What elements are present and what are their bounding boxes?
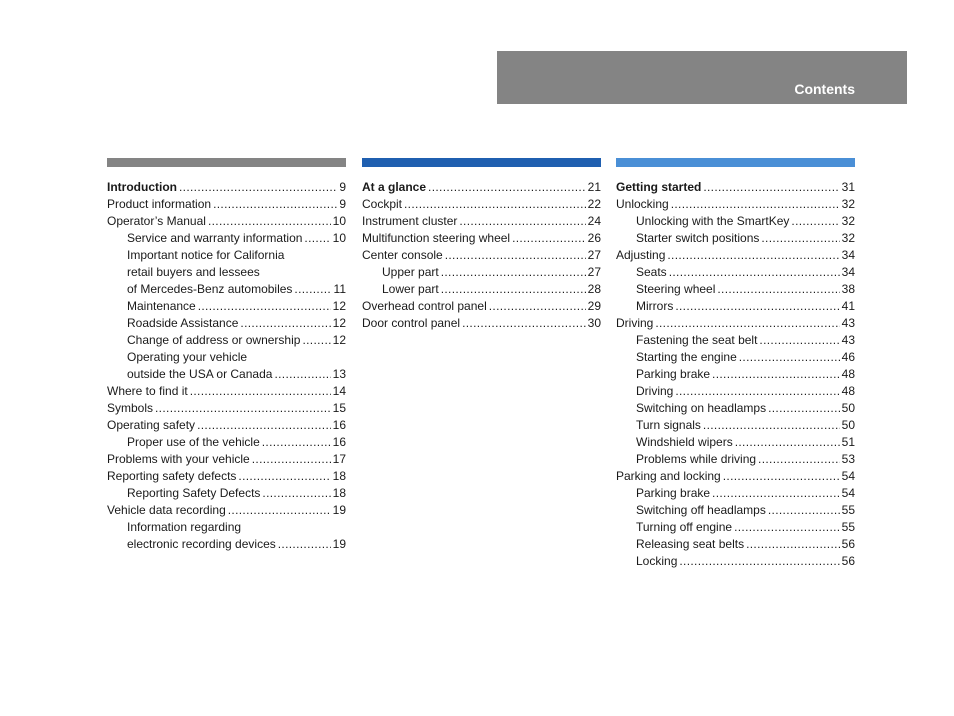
toc-page-number: 24 xyxy=(587,214,601,228)
dot-leader xyxy=(759,332,839,349)
toc-entry-title: Locking xyxy=(636,554,678,568)
dot-leader xyxy=(758,451,840,468)
toc-entry[interactable] xyxy=(107,196,346,213)
dot-leader xyxy=(489,298,586,315)
dot-leader xyxy=(197,417,331,434)
toc-page-number: 54 xyxy=(841,469,855,483)
toc-entry[interactable] xyxy=(107,400,346,417)
toc-entry-title: Roadside Assistance xyxy=(127,316,239,330)
dot-leader xyxy=(445,247,586,264)
dot-leader xyxy=(791,213,839,230)
toc-entry-title: At a glance xyxy=(362,180,427,194)
toc-entry[interactable] xyxy=(616,179,855,196)
dot-leader xyxy=(703,179,839,196)
dot-leader xyxy=(512,230,586,247)
toc-subentry[interactable] xyxy=(107,519,346,536)
toc-entry-title: Service and warranty information xyxy=(127,231,303,245)
toc-subentry[interactable] xyxy=(616,417,855,434)
toc-subentry[interactable] xyxy=(362,281,601,298)
dot-leader xyxy=(761,230,839,247)
toc-entry-title: of Mercedes-Benz automobiles xyxy=(127,282,293,296)
toc-subentry[interactable] xyxy=(107,366,346,383)
toc-page-number: 28 xyxy=(587,282,601,296)
toc-entry-title: retail buyers and lessees xyxy=(127,265,260,279)
toc-entry-title: Turn signals xyxy=(636,418,701,432)
toc-page-number: 46 xyxy=(841,350,855,364)
toc-entry[interactable] xyxy=(107,179,346,196)
toc-page-number: 41 xyxy=(841,299,855,313)
toc-subentry[interactable] xyxy=(616,434,855,451)
dot-leader xyxy=(404,196,586,213)
toc-entry-title: Problems while driving xyxy=(636,452,757,466)
dot-leader xyxy=(667,247,839,264)
toc-page-number: 53 xyxy=(841,452,855,466)
toc-subentry[interactable] xyxy=(107,230,346,247)
toc-entry-title: Overhead control panel xyxy=(362,299,487,313)
dot-leader xyxy=(441,264,586,281)
toc-entry-title: Symbols xyxy=(107,401,154,415)
toc-subentry[interactable] xyxy=(107,536,346,553)
toc-entry-title: Switching on headlamps xyxy=(636,401,767,415)
toc-subentry[interactable] xyxy=(616,298,855,315)
toc-entry-title: Parking and locking xyxy=(616,469,721,483)
toc-page-number: 12 xyxy=(332,299,346,313)
toc-entry[interactable] xyxy=(616,196,855,213)
toc-entry-title: Reporting Safety Defects xyxy=(127,486,261,500)
toc-subentry[interactable] xyxy=(616,502,855,519)
toc-column-getting-started xyxy=(616,158,855,570)
toc-page-number: 50 xyxy=(841,418,855,432)
toc-subentry[interactable] xyxy=(107,281,346,298)
toc-page-number: 34 xyxy=(841,248,855,262)
toc-entry-title: Change of address or ownership xyxy=(127,333,301,347)
toc-entry[interactable] xyxy=(362,298,601,315)
dot-leader xyxy=(703,417,840,434)
toc-subentry[interactable] xyxy=(616,264,855,281)
toc-column-at-a-glance xyxy=(362,158,601,332)
toc-subentry[interactable] xyxy=(616,332,855,349)
toc-subentry[interactable] xyxy=(107,315,346,332)
dot-leader xyxy=(655,315,839,332)
toc-page-number: 32 xyxy=(841,214,855,228)
toc-entry-title: Releasing seat belts xyxy=(636,537,745,551)
dot-leader xyxy=(302,332,330,349)
toc-page-number: 19 xyxy=(332,503,346,517)
toc-entry-title: Seats xyxy=(636,265,667,279)
dot-leader xyxy=(735,434,840,451)
dot-leader xyxy=(669,264,840,281)
dot-leader xyxy=(252,451,331,468)
dot-leader xyxy=(179,179,337,196)
toc-entry[interactable] xyxy=(616,468,855,485)
toc-entry-title: Parking brake xyxy=(636,367,711,381)
dot-leader xyxy=(717,281,839,298)
toc-page-number: 56 xyxy=(841,554,855,568)
toc-entry-title: Door control panel xyxy=(362,316,461,330)
toc-entry[interactable] xyxy=(107,468,346,485)
toc-entry-title: Unlocking with the SmartKey xyxy=(636,214,790,228)
toc-page-number: 17 xyxy=(332,452,346,466)
toc-page-number: 19 xyxy=(332,537,346,551)
toc-entry-title: Turning off engine xyxy=(636,520,733,534)
dot-leader xyxy=(304,230,330,247)
toc-entry[interactable] xyxy=(362,315,601,332)
toc-entry-title: Parking brake xyxy=(636,486,711,500)
toc-subentry[interactable] xyxy=(107,485,346,502)
toc-entry-title: Product information xyxy=(107,197,212,211)
toc-subentry[interactable] xyxy=(107,264,346,281)
toc-subentry[interactable] xyxy=(616,349,855,366)
toc-entry-title: Unlocking xyxy=(616,197,669,211)
toc-page-number: 32 xyxy=(841,231,855,245)
toc-entry-title: Important notice for California xyxy=(127,248,285,262)
toc-page-number: 54 xyxy=(841,486,855,500)
dot-leader xyxy=(739,349,840,366)
toc-page-number: 50 xyxy=(841,401,855,415)
toc-page-number: 9 xyxy=(339,197,346,211)
toc-entry-title: Mirrors xyxy=(636,299,674,313)
toc-page-number: 21 xyxy=(587,180,601,194)
dot-leader xyxy=(712,366,840,383)
toc-page-number: 18 xyxy=(332,469,346,483)
toc-page-number: 9 xyxy=(339,180,346,194)
toc-entry-title: Introduction xyxy=(107,180,177,194)
dot-leader xyxy=(768,502,840,519)
toc-entry-title: Cockpit xyxy=(362,197,403,211)
toc-entry-title: Driving xyxy=(636,384,674,398)
toc-page-number: 56 xyxy=(841,537,855,551)
toc-entry-title: Windshield wipers xyxy=(636,435,733,449)
toc-subentry[interactable] xyxy=(616,451,855,468)
toc-entry-title: electronic recording devices xyxy=(127,537,276,551)
toc-entry[interactable] xyxy=(362,230,601,247)
toc-page-number: 48 xyxy=(841,384,855,398)
dot-leader xyxy=(155,400,331,417)
toc-page-number: 12 xyxy=(332,316,346,330)
toc-entry-title: Driving xyxy=(616,316,654,330)
dot-leader xyxy=(228,502,331,519)
toc-subentry[interactable] xyxy=(107,247,346,264)
toc-entry-title: Adjusting xyxy=(616,248,666,262)
dot-leader xyxy=(240,315,330,332)
toc-page-number: 14 xyxy=(332,384,346,398)
section-color-bar xyxy=(107,158,346,167)
toc-entry[interactable] xyxy=(107,451,346,468)
toc-list xyxy=(616,179,855,570)
section-color-bar xyxy=(616,158,855,167)
page-title: Contents xyxy=(794,81,855,97)
dot-leader xyxy=(274,366,330,383)
toc-entry[interactable] xyxy=(362,179,601,196)
toc-list xyxy=(107,179,346,553)
toc-entry-title: Problems with your vehicle xyxy=(107,452,250,466)
toc-entry-title: outside the USA or Canada xyxy=(127,367,273,381)
toc-subentry[interactable] xyxy=(362,264,601,281)
toc-page-number: 12 xyxy=(332,333,346,347)
toc-entry-title: Center console xyxy=(362,248,443,262)
toc-subentry[interactable] xyxy=(616,281,855,298)
dot-leader xyxy=(262,485,330,502)
toc-page-number: 32 xyxy=(841,197,855,211)
dot-leader xyxy=(441,281,586,298)
toc-page-number: 43 xyxy=(841,333,855,347)
toc-page-number: 10 xyxy=(332,214,346,228)
toc-page-number: 13 xyxy=(332,367,346,381)
toc-entry[interactable] xyxy=(362,247,601,264)
toc-page-number: 51 xyxy=(841,435,855,449)
toc-entry[interactable] xyxy=(107,502,346,519)
toc-entry[interactable] xyxy=(107,417,346,434)
toc-entry-title: Vehicle data recording xyxy=(107,503,226,517)
dot-leader xyxy=(712,485,840,502)
dot-leader xyxy=(278,536,331,553)
toc-page-number: 30 xyxy=(587,316,601,330)
dot-leader xyxy=(262,434,331,451)
toc-entry-title: Switching off headlamps xyxy=(636,503,766,517)
toc-page-number: 22 xyxy=(587,197,601,211)
toc-subentry[interactable] xyxy=(107,434,346,451)
toc-column-introduction xyxy=(107,158,346,553)
dot-leader xyxy=(190,383,331,400)
toc-entry-title: Operating safety xyxy=(107,418,196,432)
dot-leader xyxy=(679,553,839,570)
toc-page-number: 11 xyxy=(333,282,346,296)
header-bar xyxy=(497,51,907,104)
toc-page-number: 10 xyxy=(332,231,346,245)
toc-page-number: 43 xyxy=(841,316,855,330)
dot-leader xyxy=(462,315,586,332)
toc-entry-title: Where to find it xyxy=(107,384,188,398)
dot-leader xyxy=(213,196,337,213)
toc-subentry[interactable] xyxy=(616,485,855,502)
dot-leader xyxy=(734,519,840,536)
toc-subentry[interactable] xyxy=(107,298,346,315)
toc-page-number: 16 xyxy=(332,418,346,432)
toc-subentry[interactable] xyxy=(616,383,855,400)
toc-list xyxy=(362,179,601,332)
toc-entry-title: Getting started xyxy=(616,180,702,194)
toc-page-number: 18 xyxy=(332,486,346,500)
dot-leader xyxy=(746,536,840,553)
toc-entry[interactable] xyxy=(362,213,601,230)
toc-entry-title: Instrument cluster xyxy=(362,214,458,228)
toc-entry-title: Lower part xyxy=(382,282,439,296)
toc-page-number: 27 xyxy=(587,265,601,279)
toc-entry-title: Maintenance xyxy=(127,299,196,313)
toc-entry-title: Operator’s Manual xyxy=(107,214,206,228)
dot-leader xyxy=(675,383,839,400)
dot-leader xyxy=(671,196,840,213)
toc-page-number: 15 xyxy=(332,401,346,415)
toc-entry-title: Starting the engine xyxy=(636,350,737,364)
toc-entry-title: Starter switch positions xyxy=(636,231,760,245)
toc-entry-title: Upper part xyxy=(382,265,439,279)
toc-page-number: 26 xyxy=(587,231,601,245)
toc-page-number: 27 xyxy=(587,248,601,262)
toc-subentry[interactable] xyxy=(616,400,855,417)
toc-subentry[interactable] xyxy=(616,553,855,570)
toc-subentry[interactable] xyxy=(616,230,855,247)
toc-entry-title: Fastening the seat belt xyxy=(636,333,758,347)
toc-entry[interactable] xyxy=(362,196,601,213)
toc-entry[interactable] xyxy=(616,315,855,332)
toc-page-number: 31 xyxy=(841,180,855,194)
toc-page-number: 48 xyxy=(841,367,855,381)
toc-page-number: 38 xyxy=(841,282,855,296)
toc-page-number: 16 xyxy=(332,435,346,449)
toc-subentry[interactable] xyxy=(107,349,346,366)
toc-entry-title: Information regarding xyxy=(127,520,242,534)
dot-leader xyxy=(238,468,330,485)
toc-entry-title: Proper use of the vehicle xyxy=(127,435,260,449)
toc-entry-title: Reporting safety defects xyxy=(107,469,237,483)
toc-subentry[interactable] xyxy=(107,332,346,349)
toc-subentry[interactable] xyxy=(616,519,855,536)
toc-entry[interactable] xyxy=(107,213,346,230)
toc-subentry[interactable] xyxy=(616,536,855,553)
dot-leader xyxy=(723,468,840,485)
toc-entry-title: Multifunction steering wheel xyxy=(362,231,511,245)
toc-entry[interactable] xyxy=(107,383,346,400)
dot-leader xyxy=(768,400,840,417)
toc-page-number: 29 xyxy=(587,299,601,313)
dot-leader xyxy=(428,179,586,196)
toc-entry-title: Operating your vehicle xyxy=(127,350,248,364)
dot-leader xyxy=(198,298,331,315)
dot-leader xyxy=(675,298,839,315)
toc-subentry[interactable] xyxy=(616,213,855,230)
toc-entry-title: Steering wheel xyxy=(636,282,716,296)
toc-page-number: 55 xyxy=(841,520,855,534)
toc-page-number: 34 xyxy=(841,265,855,279)
dot-leader xyxy=(294,281,331,298)
toc-subentry[interactable] xyxy=(616,366,855,383)
dot-leader xyxy=(208,213,331,230)
toc-entry[interactable] xyxy=(616,247,855,264)
dot-leader xyxy=(459,213,585,230)
section-color-bar xyxy=(362,158,601,167)
toc-page-number: 55 xyxy=(841,503,855,517)
